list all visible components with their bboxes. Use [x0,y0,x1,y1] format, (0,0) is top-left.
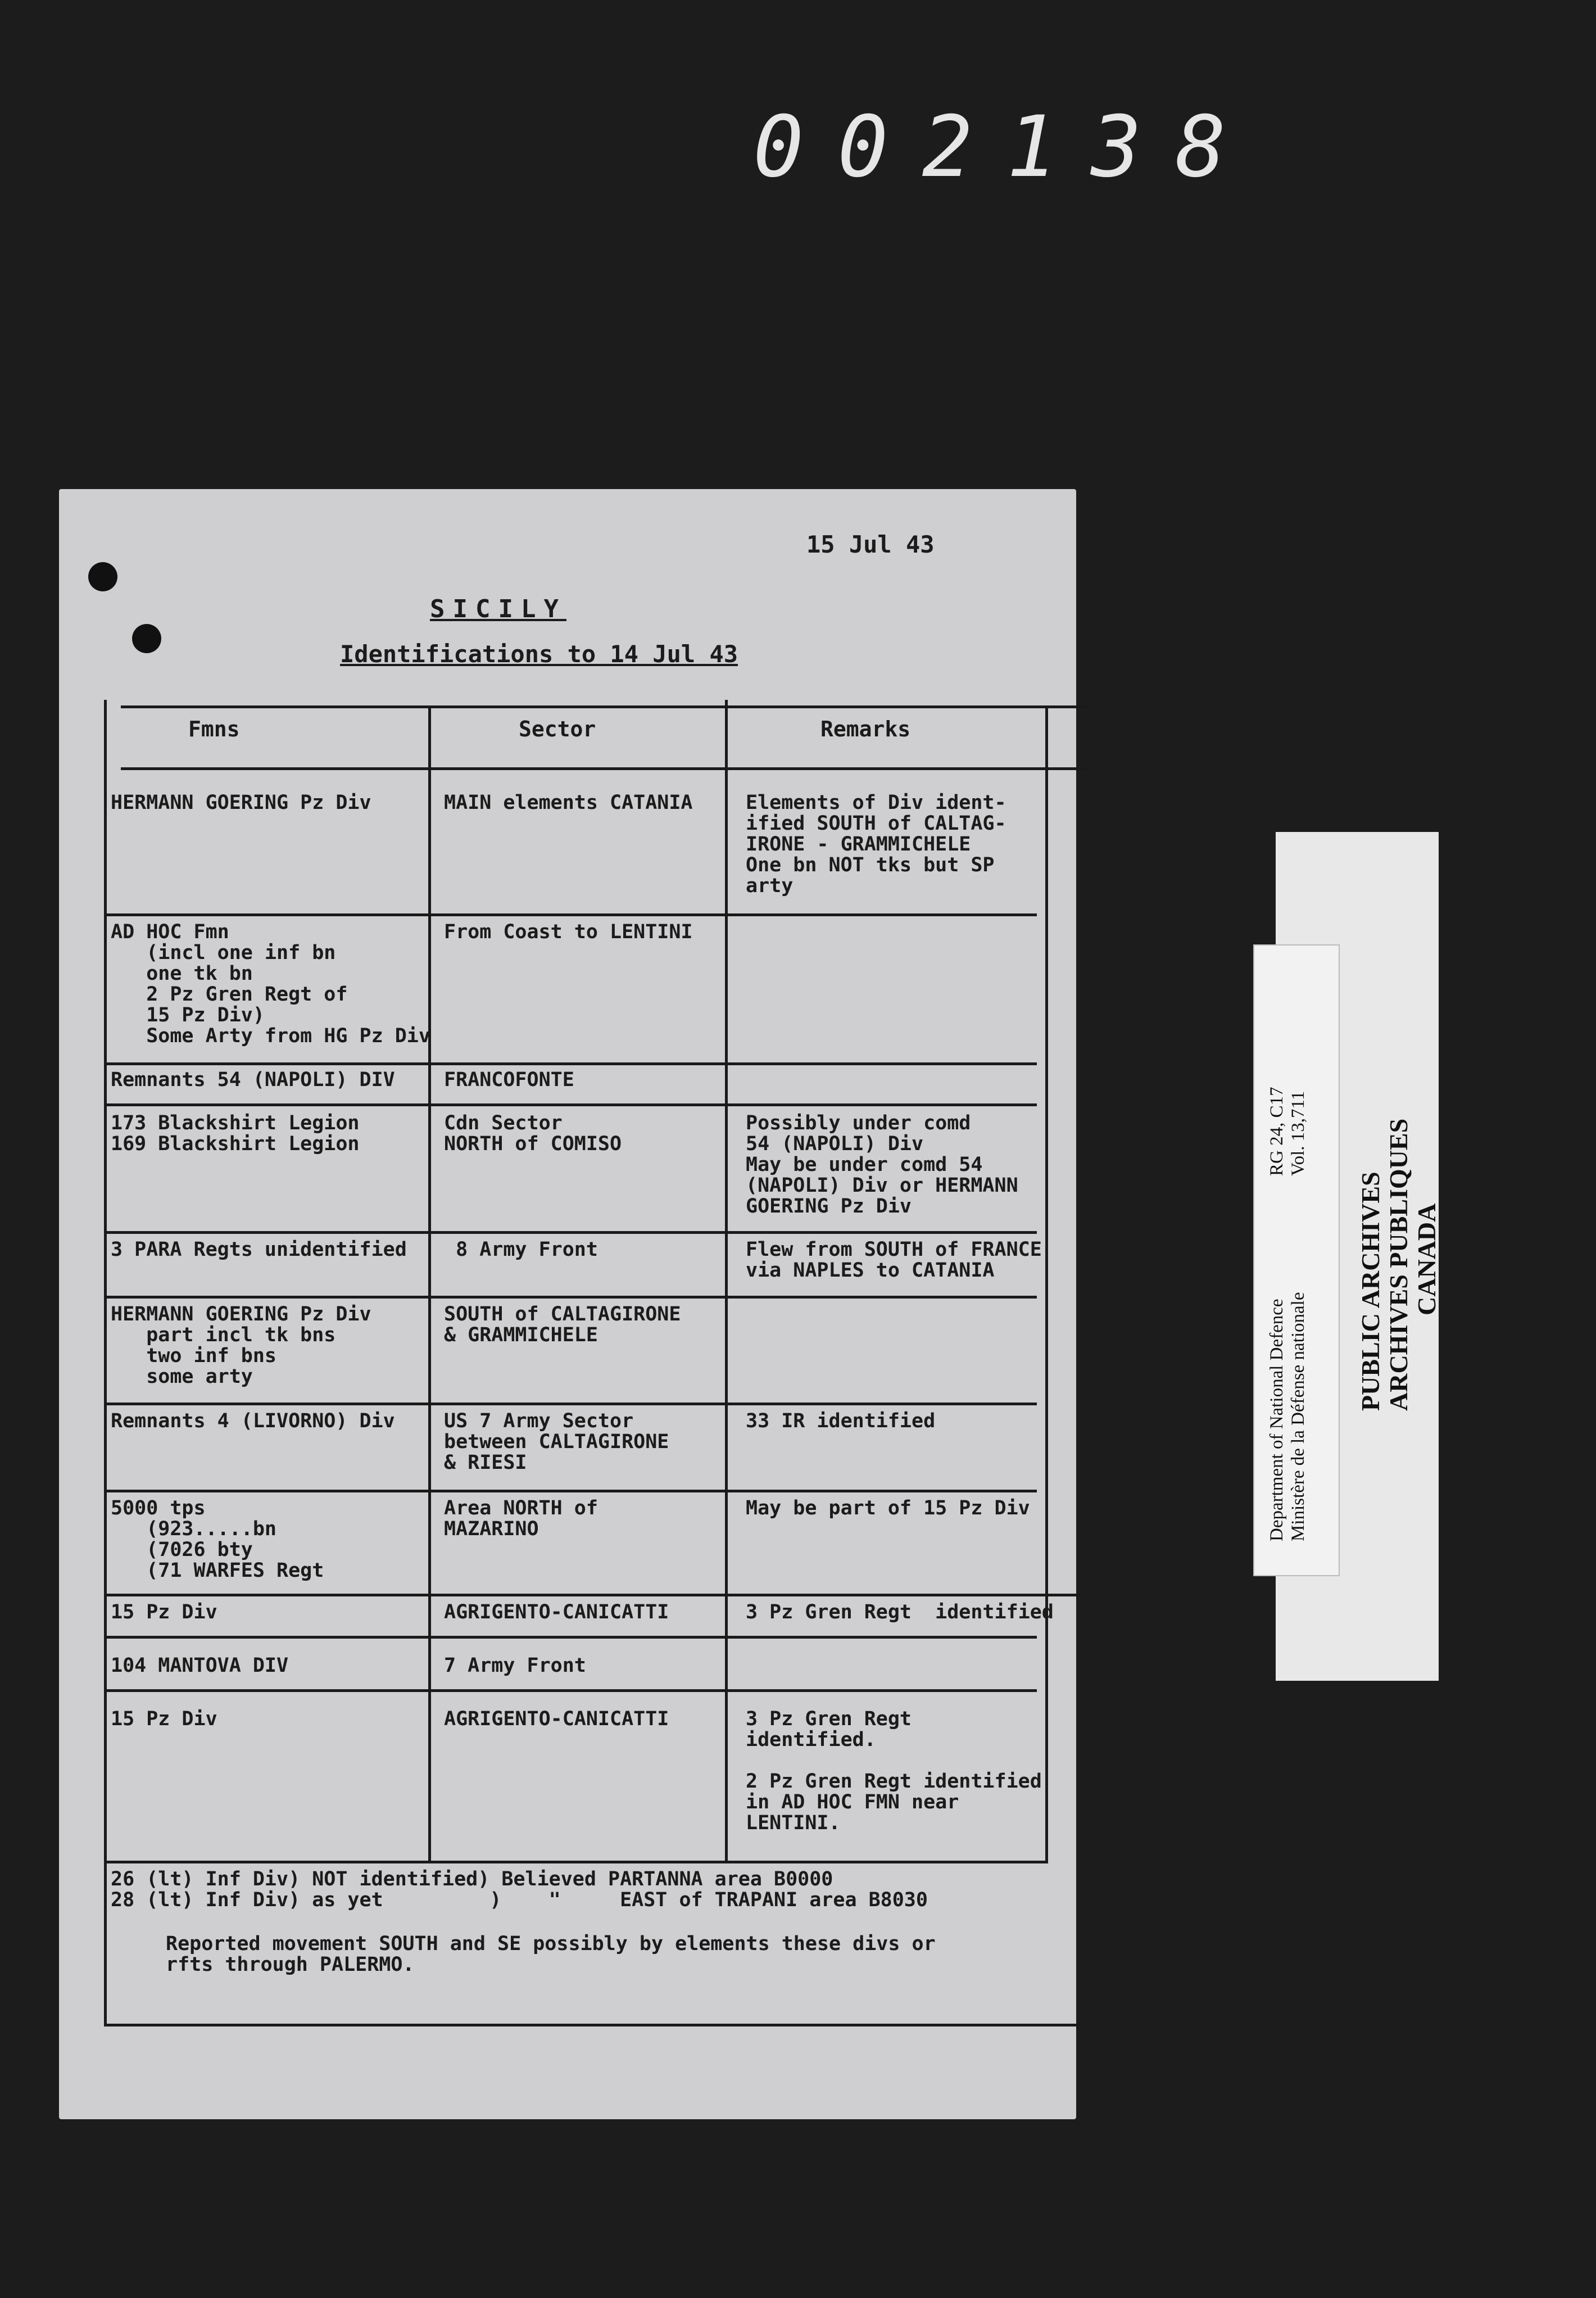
header-fmns: Fmns [188,717,240,741]
stamp-archive-line: ARCHIVES PUBLIQUES [1384,1118,1413,1411]
stamp-ministry-line: Ministère de la Défense nationale [1288,1292,1308,1541]
cell-remarks: 3 Pz Gren Regt identified. 2 Pz Gren Regt identified in AD HOC FMN near LENTINI. [746,1708,1042,1834]
cell-fmn: HERMANN GOERING Pz Div part incl tk bns two inf bns some arty [111,1303,371,1388]
document-title: SICILY [430,595,566,623]
cell-fmn: Remnants 54 (NAPOLI) DIV [111,1069,395,1091]
cell-sector: MAIN elements CATANIA [444,791,693,814]
table-rule [104,1861,1048,1863]
frame-number: 002138 [753,98,1260,196]
table-rule [104,1296,1037,1299]
table-rule [104,1636,1037,1639]
footer-line: 28 (lt) Inf Div) as yet ) " EAST of TRAPANI area B8030 [111,1889,928,1911]
cell-sector: AGRIGENTO-CANICATTI [444,1708,669,1730]
table-rule [104,1689,1037,1692]
cell-sector: Area NORTH of MAZARINO [444,1497,598,1540]
stamp-archive-line: PUBLIC ARCHIVES [1356,1171,1385,1411]
cell-fmn: 3 PARA Regts unidentified [111,1238,407,1261]
header-remarks: Remarks [820,717,911,741]
cell-fmn: 173 Blackshirt Legion 169 Blackshirt Legion [111,1112,360,1155]
cell-fmn: 104 MANTOVA DIV [111,1654,289,1677]
table-rule [104,1103,1037,1106]
table-rule [104,1231,1037,1234]
document-page [59,489,1076,2119]
stamp-ref: Vol. 13,711 [1288,1091,1308,1176]
cell-remarks: Flew from SOUTH of FRANCE via NAPLES to CATANIA [746,1238,1042,1282]
cell-sector: SOUTH of CALTAGIRONE & GRAMMICHELE [444,1303,681,1346]
cell-sector: FRANCOFONTE [444,1069,574,1091]
table-border [104,700,107,2026]
ministry-label [1253,944,1340,1576]
table-rule [104,913,1037,916]
cell-sector: From Coast to LENTINI [444,921,693,943]
table-rule [104,1403,1037,1405]
cell-fmn: AD HOC Fmn (incl one inf bn one tk bn 2 Pz Gren Regt of 15 Pz Div) Some Arty from HG Pz Div [111,921,430,1047]
cell-remarks: 3 Pz Gren Regt identified [746,1601,1054,1623]
cell-remarks: May be part of 15 Pz Div [746,1497,1030,1519]
stamp-ref: RG 24, C17 [1267,1087,1287,1176]
footer-line: 26 (lt) Inf Div) NOT identified) Believed PARTANNA area B0000 [111,1868,833,1890]
stamp-archive-line: CANADA [1412,1203,1441,1315]
cell-remarks: 33 IR identified [746,1410,936,1432]
table-border [1045,705,1048,1861]
cell-sector: 7 Army Front [444,1654,586,1677]
cell-sector: US 7 Army Sector between CALTAGIRONE & RIESI [444,1410,669,1474]
punch-hole [132,624,161,653]
cell-fmn: 15 Pz Div [111,1708,217,1730]
table-rule [104,1490,1037,1492]
header-sector: Sector [519,717,596,741]
table-rule [121,767,1087,770]
document-date: 15 Jul 43 [806,531,935,558]
table-rule [104,1594,1082,1596]
document-subtitle: Identifications to 14 Jul 43 [340,640,738,668]
cell-remarks: Elements of Div ident- ified SOUTH of CALTAG- IRONE - GRAMMICHELE One bn NOT tks but SP arty [746,791,1006,897]
column-divider [725,700,728,1861]
cell-fmn: Remnants 4 (LIVORNO) Div [111,1410,395,1432]
stamp-ministry-line: Department of National Defence [1267,1299,1287,1541]
cell-remarks: Possibly under comd 54 (NAPOLI) Div May be under comd 54 (NAPOLI) Div or HERMANN GOERING Pz Div [746,1112,1018,1218]
punch-hole [88,562,117,591]
cell-fmn: 15 Pz Div [111,1601,217,1623]
footer-note: Reported movement SOUTH and SE possibly by elements these divs or rfts through PALERMO. [166,1933,936,1976]
cell-fmn: HERMANN GOERING Pz Div [111,791,371,814]
column-divider [428,708,431,1861]
cell-fmn: 5000 tps (923.....bn (7026 bty (71 WARFES Regt [111,1497,324,1582]
table-rule [104,2024,1082,2026]
table-rule [121,705,1087,708]
cell-sector: AGRIGENTO-CANICATTI [444,1601,669,1623]
cell-sector: Cdn Sector NORTH of COMISO [444,1112,622,1155]
cell-sector: 8 Army Front [444,1238,598,1261]
table-rule [104,1062,1037,1065]
